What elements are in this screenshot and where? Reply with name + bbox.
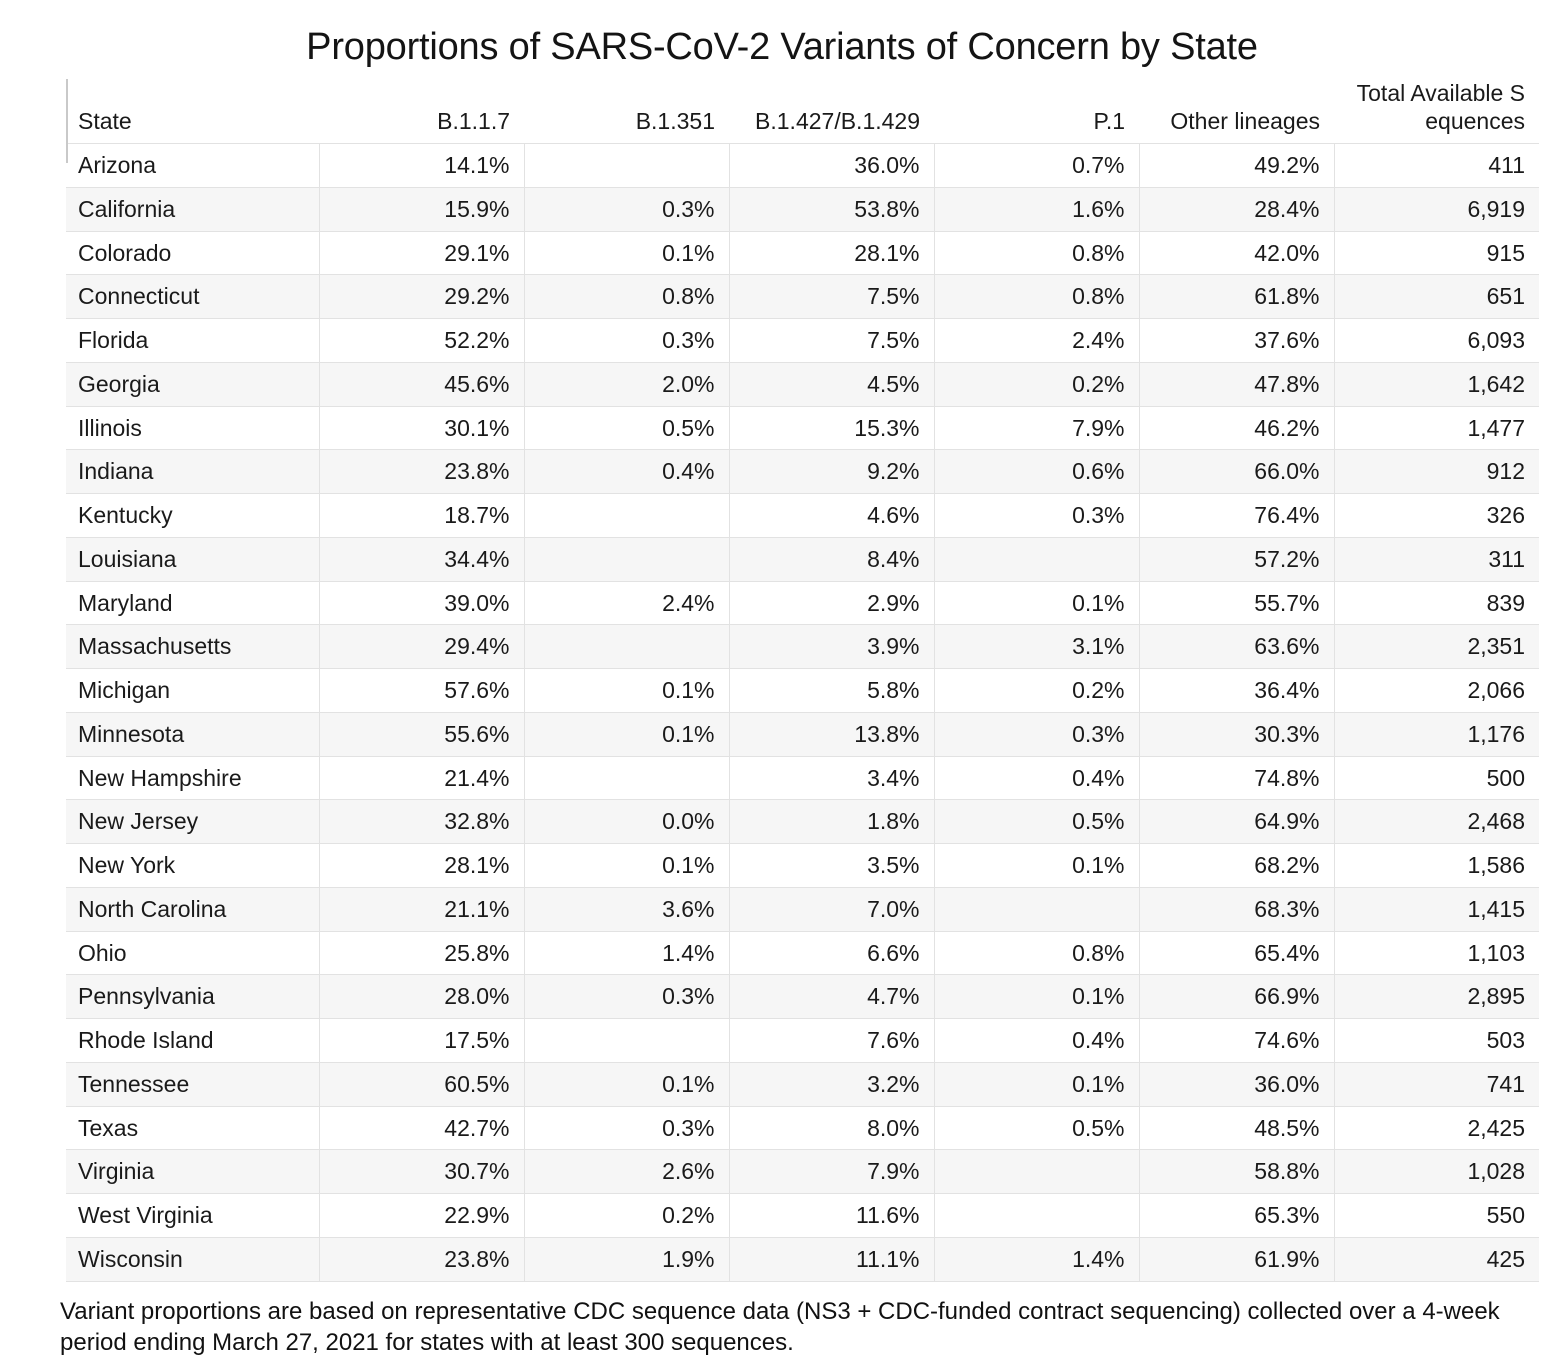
cell-state: Arizona <box>66 144 319 188</box>
cell-b1427-b1429: 9.2% <box>729 450 934 494</box>
cell-other-lineages: 58.8% <box>1139 1150 1334 1194</box>
cell-b1427-b1429: 7.5% <box>729 319 934 363</box>
cell-total-sequences: 651 <box>1334 275 1539 319</box>
cell-b117: 29.1% <box>319 231 524 275</box>
cell-b1427-b1429: 11.1% <box>729 1237 934 1281</box>
cell-b1427-b1429: 7.5% <box>729 275 934 319</box>
table-row <box>66 712 1539 756</box>
cell-total-sequences: 1,176 <box>1334 712 1539 756</box>
cell-state: West Virginia <box>66 1194 319 1238</box>
cell-p1: 0.8% <box>934 275 1139 319</box>
cell-p1: 7.9% <box>934 406 1139 450</box>
table-row <box>66 406 1539 450</box>
cell-b1351: 0.3% <box>524 187 729 231</box>
cell-b1427-b1429: 5.8% <box>729 669 934 713</box>
cell-state: New Hampshire <box>66 756 319 800</box>
cell-total-sequences: 912 <box>1334 450 1539 494</box>
cell-total-sequences: 1,415 <box>1334 887 1539 931</box>
cell-p1: 0.1% <box>934 844 1139 888</box>
table-row <box>66 1150 1539 1194</box>
cell-other-lineages: 37.6% <box>1139 319 1334 363</box>
cell-p1: 0.8% <box>934 231 1139 275</box>
cell-b1427-b1429: 4.6% <box>729 494 934 538</box>
cell-total-sequences: 6,919 <box>1334 187 1539 231</box>
cell-b117: 15.9% <box>319 187 524 231</box>
cell-b1427-b1429: 3.2% <box>729 1062 934 1106</box>
table-row <box>66 844 1539 888</box>
cell-p1: 0.4% <box>934 1019 1139 1063</box>
cell-p1 <box>934 537 1139 581</box>
cell-total-sequences: 2,351 <box>1334 625 1539 669</box>
column-header-b1427-b1429: B.1.427/B.1.429 <box>729 79 934 144</box>
cell-state: Michigan <box>66 669 319 713</box>
cell-b1351: 0.3% <box>524 975 729 1019</box>
cell-total-sequences: 326 <box>1334 494 1539 538</box>
cell-other-lineages: 74.8% <box>1139 756 1334 800</box>
cell-b1427-b1429: 36.0% <box>729 144 934 188</box>
cell-p1: 0.2% <box>934 362 1139 406</box>
cell-b1427-b1429: 7.0% <box>729 887 934 931</box>
cell-b117: 52.2% <box>319 319 524 363</box>
cell-p1: 0.1% <box>934 1062 1139 1106</box>
header-left-rule <box>66 79 68 163</box>
cell-state: Virginia <box>66 1150 319 1194</box>
cell-state: Kentucky <box>66 494 319 538</box>
cell-other-lineages: 66.9% <box>1139 975 1334 1019</box>
cell-b1427-b1429: 2.9% <box>729 581 934 625</box>
cell-p1: 0.5% <box>934 800 1139 844</box>
cell-b1427-b1429: 1.8% <box>729 800 934 844</box>
cell-total-sequences: 503 <box>1334 1019 1539 1063</box>
cell-b1427-b1429: 11.6% <box>729 1194 934 1238</box>
cell-b1351: 0.1% <box>524 712 729 756</box>
cell-b1427-b1429: 7.6% <box>729 1019 934 1063</box>
cell-total-sequences: 1,586 <box>1334 844 1539 888</box>
cell-b1427-b1429: 8.0% <box>729 1106 934 1150</box>
column-header-b117: B.1.1.7 <box>319 79 524 144</box>
table-row <box>66 144 1539 188</box>
cell-p1: 0.8% <box>934 931 1139 975</box>
cell-total-sequences: 6,093 <box>1334 319 1539 363</box>
table-row <box>66 1194 1539 1238</box>
table-row <box>66 669 1539 713</box>
cell-b117: 60.5% <box>319 1062 524 1106</box>
cell-other-lineages: 49.2% <box>1139 144 1334 188</box>
cell-b1427-b1429: 15.3% <box>729 406 934 450</box>
cell-other-lineages: 28.4% <box>1139 187 1334 231</box>
cell-other-lineages: 74.6% <box>1139 1019 1334 1063</box>
column-header-b1351: B.1.351 <box>524 79 729 144</box>
cell-other-lineages: 61.9% <box>1139 1237 1334 1281</box>
cell-p1 <box>934 1194 1139 1238</box>
cell-p1: 3.1% <box>934 625 1139 669</box>
variants-table <box>66 79 1539 1282</box>
cell-b1351: 0.4% <box>524 450 729 494</box>
cell-total-sequences: 1,642 <box>1334 362 1539 406</box>
cell-b117: 30.1% <box>319 406 524 450</box>
table-row <box>66 231 1539 275</box>
cell-b1351: 3.6% <box>524 887 729 931</box>
cell-b1351 <box>524 494 729 538</box>
cell-other-lineages: 65.3% <box>1139 1194 1334 1238</box>
table-row <box>66 581 1539 625</box>
cell-other-lineages: 36.4% <box>1139 669 1334 713</box>
cell-b117: 32.8% <box>319 800 524 844</box>
cell-b1351 <box>524 537 729 581</box>
cell-total-sequences: 411 <box>1334 144 1539 188</box>
cell-b1351: 2.0% <box>524 362 729 406</box>
cell-p1: 0.3% <box>934 494 1139 538</box>
cell-total-sequences: 550 <box>1334 1194 1539 1238</box>
table-row <box>66 362 1539 406</box>
cell-other-lineages: 61.8% <box>1139 275 1334 319</box>
cell-b1351 <box>524 756 729 800</box>
cell-p1: 0.1% <box>934 581 1139 625</box>
cell-b1351: 0.8% <box>524 275 729 319</box>
cell-b117: 30.7% <box>319 1150 524 1194</box>
cell-b1351: 0.1% <box>524 1062 729 1106</box>
cell-b1351: 0.1% <box>524 669 729 713</box>
cell-state: Massachusetts <box>66 625 319 669</box>
cell-b1351: 0.5% <box>524 406 729 450</box>
cell-p1: 1.6% <box>934 187 1139 231</box>
cell-total-sequences: 500 <box>1334 756 1539 800</box>
cell-b1351: 0.3% <box>524 1106 729 1150</box>
cell-state: Pennsylvania <box>66 975 319 1019</box>
cell-b117: 22.9% <box>319 1194 524 1238</box>
cell-b1427-b1429: 6.6% <box>729 931 934 975</box>
cell-other-lineages: 65.4% <box>1139 931 1334 975</box>
column-header-p1: P.1 <box>934 79 1139 144</box>
table-row <box>66 887 1539 931</box>
cell-total-sequences: 1,028 <box>1334 1150 1539 1194</box>
cell-p1: 2.4% <box>934 319 1139 363</box>
footnote: Variant proportions are based on representative CDC sequence data (NS3 + CDC-funded contract sequencing) collected over a 4-week period ending March 27, 2021 for states with at least 300 sequences. <box>60 1297 1500 1357</box>
cell-p1: 0.2% <box>934 669 1139 713</box>
cell-b117: 25.8% <box>319 931 524 975</box>
cell-state: Wisconsin <box>66 1237 319 1281</box>
cell-total-sequences: 1,103 <box>1334 931 1539 975</box>
cell-b117: 14.1% <box>319 144 524 188</box>
cell-b1427-b1429: 4.7% <box>729 975 934 1019</box>
table-row <box>66 1019 1539 1063</box>
table-row <box>66 537 1539 581</box>
cell-b1427-b1429: 3.9% <box>729 625 934 669</box>
cell-total-sequences: 2,425 <box>1334 1106 1539 1150</box>
cell-total-sequences: 2,066 <box>1334 669 1539 713</box>
cell-state: Rhode Island <box>66 1019 319 1063</box>
cell-total-sequences: 311 <box>1334 537 1539 581</box>
cell-total-sequences: 2,468 <box>1334 800 1539 844</box>
cell-b1351: 0.3% <box>524 319 729 363</box>
cell-b117: 23.8% <box>319 1237 524 1281</box>
cell-total-sequences: 1,477 <box>1334 406 1539 450</box>
cell-state: Connecticut <box>66 275 319 319</box>
cell-b117: 39.0% <box>319 581 524 625</box>
cell-state: Georgia <box>66 362 319 406</box>
cell-other-lineages: 36.0% <box>1139 1062 1334 1106</box>
cell-b1427-b1429: 13.8% <box>729 712 934 756</box>
cell-b1351 <box>524 625 729 669</box>
cell-b117: 34.4% <box>319 537 524 581</box>
cell-other-lineages: 30.3% <box>1139 712 1334 756</box>
cell-p1: 1.4% <box>934 1237 1139 1281</box>
cell-p1: 0.6% <box>934 450 1139 494</box>
cell-other-lineages: 66.0% <box>1139 450 1334 494</box>
table-row <box>66 494 1539 538</box>
cell-b1351 <box>524 1019 729 1063</box>
table-row <box>66 1237 1539 1281</box>
cell-b1351: 0.0% <box>524 800 729 844</box>
table-row <box>66 800 1539 844</box>
cell-b117: 55.6% <box>319 712 524 756</box>
cell-state: Indiana <box>66 450 319 494</box>
cell-p1 <box>934 887 1139 931</box>
cell-other-lineages: 64.9% <box>1139 800 1334 844</box>
cell-p1: 0.1% <box>934 975 1139 1019</box>
table-row <box>66 319 1539 363</box>
cell-b1351: 0.2% <box>524 1194 729 1238</box>
cell-state: Minnesota <box>66 712 319 756</box>
cell-total-sequences: 741 <box>1334 1062 1539 1106</box>
cell-state: New York <box>66 844 319 888</box>
cell-p1: 0.4% <box>934 756 1139 800</box>
variants-table-container <box>66 79 1525 1282</box>
cell-b1427-b1429: 7.9% <box>729 1150 934 1194</box>
table-row <box>66 1106 1539 1150</box>
cell-b1351: 0.1% <box>524 844 729 888</box>
table-header <box>66 79 1539 144</box>
cell-b1427-b1429: 4.5% <box>729 362 934 406</box>
table-row <box>66 975 1539 1019</box>
cell-b117: 42.7% <box>319 1106 524 1150</box>
cell-b117: 21.1% <box>319 887 524 931</box>
cell-b117: 29.4% <box>319 625 524 669</box>
cell-state: Colorado <box>66 231 319 275</box>
cell-b117: 45.6% <box>319 362 524 406</box>
cell-b117: 29.2% <box>319 275 524 319</box>
cell-other-lineages: 68.2% <box>1139 844 1334 888</box>
cell-b1351 <box>524 144 729 188</box>
cell-b1351: 1.4% <box>524 931 729 975</box>
table-row <box>66 931 1539 975</box>
cell-b117: 57.6% <box>319 669 524 713</box>
column-header-total-line2: equences <box>1425 108 1525 135</box>
cell-other-lineages: 47.8% <box>1139 362 1334 406</box>
cell-state: Illinois <box>66 406 319 450</box>
cell-b117: 28.0% <box>319 975 524 1019</box>
cell-other-lineages: 42.0% <box>1139 231 1334 275</box>
cell-state: Maryland <box>66 581 319 625</box>
column-header-state: State <box>66 79 319 144</box>
cell-state: North Carolina <box>66 887 319 931</box>
cell-state: Tennessee <box>66 1062 319 1106</box>
cell-state: Texas <box>66 1106 319 1150</box>
cell-b117: 18.7% <box>319 494 524 538</box>
table-row <box>66 625 1539 669</box>
cell-total-sequences: 425 <box>1334 1237 1539 1281</box>
cell-state: New Jersey <box>66 800 319 844</box>
table-row <box>66 275 1539 319</box>
cell-b1427-b1429: 28.1% <box>729 231 934 275</box>
table-row <box>66 450 1539 494</box>
cell-b117: 17.5% <box>319 1019 524 1063</box>
cell-total-sequences: 839 <box>1334 581 1539 625</box>
cell-b117: 23.8% <box>319 450 524 494</box>
column-header-other-lineages: Other lineages <box>1139 79 1334 144</box>
cell-other-lineages: 63.6% <box>1139 625 1334 669</box>
cell-p1: 0.5% <box>934 1106 1139 1150</box>
table-row <box>66 1062 1539 1106</box>
cell-b1351: 0.1% <box>524 231 729 275</box>
page-title: Proportions of SARS-CoV-2 Variants of Concern by State <box>306 26 1258 68</box>
cell-b1427-b1429: 8.4% <box>729 537 934 581</box>
table-body <box>66 144 1539 1282</box>
cell-p1 <box>934 1150 1139 1194</box>
cell-total-sequences: 2,895 <box>1334 975 1539 1019</box>
cell-b1351: 2.6% <box>524 1150 729 1194</box>
cell-total-sequences: 915 <box>1334 231 1539 275</box>
cell-other-lineages: 46.2% <box>1139 406 1334 450</box>
cell-b1351: 2.4% <box>524 581 729 625</box>
cell-b117: 28.1% <box>319 844 524 888</box>
table-row <box>66 756 1539 800</box>
cell-b1351: 1.9% <box>524 1237 729 1281</box>
column-header-total-available-sequences <box>1334 79 1539 144</box>
cell-p1: 0.3% <box>934 712 1139 756</box>
table-row <box>66 187 1539 231</box>
cell-state: California <box>66 187 319 231</box>
cell-b117: 21.4% <box>319 756 524 800</box>
cell-b1427-b1429: 53.8% <box>729 187 934 231</box>
cell-other-lineages: 57.2% <box>1139 537 1334 581</box>
cell-b1427-b1429: 3.4% <box>729 756 934 800</box>
cell-state: Louisiana <box>66 537 319 581</box>
table-header-row <box>66 79 1539 144</box>
cell-b1427-b1429: 3.5% <box>729 844 934 888</box>
cell-state: Florida <box>66 319 319 363</box>
cell-other-lineages: 55.7% <box>1139 581 1334 625</box>
cell-p1: 0.7% <box>934 144 1139 188</box>
column-header-total-line1: Total Available S <box>1356 80 1525 106</box>
cell-other-lineages: 48.5% <box>1139 1106 1334 1150</box>
cell-other-lineages: 76.4% <box>1139 494 1334 538</box>
cell-other-lineages: 68.3% <box>1139 887 1334 931</box>
cell-state: Ohio <box>66 931 319 975</box>
